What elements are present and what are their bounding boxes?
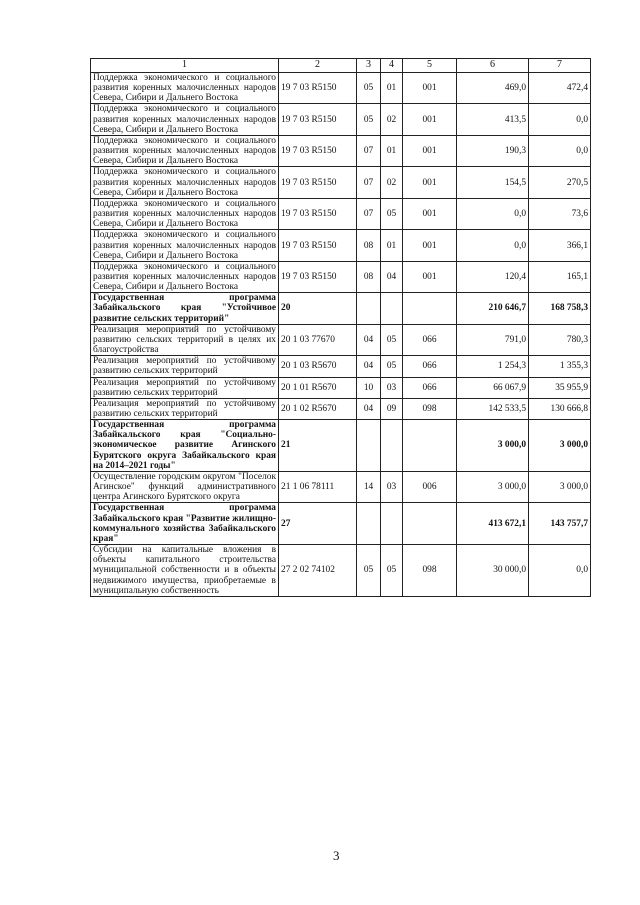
item-name-cell: Поддержка экономического и социального развития коренных малочисленных народов Севера, Сибири и Дальнего Востока <box>91 167 279 198</box>
item-name-cell: Поддержка экономического и социального развития коренных малочисленных народов Севера, Сибири и Дальнего Востока <box>91 230 279 261</box>
amount-year2-cell: 168 758,3 <box>529 293 591 324</box>
subsection-cell: 01 <box>381 73 403 104</box>
item-name-cell: Осуществление городским округом "Поселок Агинское" функций административного центра Агинского Бурятского округа <box>91 471 279 502</box>
section-cell: 05 <box>357 545 381 597</box>
expense-type-cell: 066 <box>403 356 457 377</box>
section-cell: 10 <box>357 377 381 398</box>
section-cell: 04 <box>357 356 381 377</box>
amount-year1-cell: 66 067,9 <box>457 377 529 398</box>
target-code-cell: 19 7 03 R5150 <box>279 135 357 166</box>
table-row <box>91 398 591 419</box>
table-row <box>91 73 591 104</box>
amount-year1-cell: 413 672,1 <box>457 503 529 545</box>
amount-year1-cell: 469,0 <box>457 73 529 104</box>
amount-year2-cell: 35 955,9 <box>529 377 591 398</box>
table-row <box>91 167 591 198</box>
item-name-cell: Государственная программа Забайкальского края "Устойчивое развитие сельских территорий" <box>91 293 279 324</box>
subsection-cell: 02 <box>381 167 403 198</box>
subsection-cell: 02 <box>381 104 403 135</box>
budget-table <box>90 58 591 597</box>
amount-year1-cell: 791,0 <box>457 324 529 355</box>
expense-type-cell <box>403 503 457 545</box>
page-number: 3 <box>333 848 340 863</box>
item-name-cell: Государственная программа Забайкальского края "Социально-экономическое развитие Агинского Бурятского округа Забайкальского края на 2014–2021 годы" <box>91 420 279 472</box>
amount-year1-cell: 154,5 <box>457 167 529 198</box>
section-cell: 14 <box>357 471 381 502</box>
subsection-cell: 01 <box>381 230 403 261</box>
item-name-cell: Государственная программа Забайкальского края "Развитие жилищно-коммунального хозяйства Забайкальского края" <box>91 503 279 545</box>
subsection-cell: 01 <box>381 135 403 166</box>
table-body <box>91 73 591 597</box>
table-row <box>91 104 591 135</box>
expense-type-cell: 001 <box>403 230 457 261</box>
amount-year1-cell: 30 000,0 <box>457 545 529 597</box>
amount-year2-cell: 780,3 <box>529 324 591 355</box>
item-name-cell: Реализация мероприятий по устойчивому развитию сельских территорий <box>91 377 279 398</box>
section-cell: 08 <box>357 261 381 292</box>
column-header: 2 <box>279 59 357 73</box>
section-cell: 04 <box>357 398 381 419</box>
target-code-cell: 19 7 03 R5150 <box>279 261 357 292</box>
expense-type-cell: 066 <box>403 324 457 355</box>
table-row <box>91 198 591 229</box>
table-row <box>91 545 591 597</box>
section-cell <box>357 420 381 472</box>
section-cell <box>357 293 381 324</box>
amount-year1-cell: 1 254,3 <box>457 356 529 377</box>
amount-year2-cell: 472,4 <box>529 73 591 104</box>
expense-type-cell: 098 <box>403 545 457 597</box>
table-row <box>91 471 591 502</box>
program-row <box>91 420 591 472</box>
item-name-cell: Реализация мероприятий по устойчивому развитию сельских территорий в целях их благоустройства <box>91 324 279 355</box>
item-name-cell: Поддержка экономического и социального развития коренных малочисленных народов Севера, Сибири и Дальнего Востока <box>91 73 279 104</box>
amount-year1-cell: 142 533,5 <box>457 398 529 419</box>
item-name-cell: Поддержка экономического и социального развития коренных малочисленных народов Севера, Сибири и Дальнего Востока <box>91 198 279 229</box>
subsection-cell <box>381 293 403 324</box>
table-header-row <box>91 59 591 73</box>
expense-type-cell: 006 <box>403 471 457 502</box>
item-name-cell: Поддержка экономического и социального развития коренных малочисленных народов Севера, Сибири и Дальнего Востока <box>91 261 279 292</box>
target-code-cell: 19 7 03 R5150 <box>279 167 357 198</box>
target-code-cell: 19 7 03 R5150 <box>279 73 357 104</box>
subsection-cell: 05 <box>381 545 403 597</box>
target-code-cell: 27 <box>279 503 357 545</box>
item-name-cell: Реализация мероприятий по устойчивому развитию сельских территорий <box>91 398 279 419</box>
column-header: 5 <box>403 59 457 73</box>
amount-year1-cell: 210 646,7 <box>457 293 529 324</box>
target-code-cell: 19 7 03 R5150 <box>279 198 357 229</box>
subsection-cell: 03 <box>381 377 403 398</box>
amount-year1-cell: 3 000,0 <box>457 420 529 472</box>
subsection-cell: 05 <box>381 198 403 229</box>
target-code-cell: 19 7 03 R5150 <box>279 230 357 261</box>
column-header: 6 <box>457 59 529 73</box>
amount-year2-cell: 3 000,0 <box>529 420 591 472</box>
amount-year2-cell: 0,0 <box>529 545 591 597</box>
table-row <box>91 261 591 292</box>
item-name-cell: Субсидии на капитальные вложения в объекты капитального строительства муниципальной собственности и в объекты недвижимого имущества, приобретаемые в муниципальную собственность <box>91 545 279 597</box>
expense-type-cell: 098 <box>403 398 457 419</box>
target-code-cell: 21 1 06 78111 <box>279 471 357 502</box>
section-cell: 05 <box>357 73 381 104</box>
section-cell: 07 <box>357 198 381 229</box>
amount-year1-cell: 190,3 <box>457 135 529 166</box>
amount-year2-cell: 3 000,0 <box>529 471 591 502</box>
target-code-cell: 21 <box>279 420 357 472</box>
expense-type-cell: 001 <box>403 104 457 135</box>
expense-type-cell: 001 <box>403 198 457 229</box>
table-row <box>91 356 591 377</box>
amount-year2-cell: 130 666,8 <box>529 398 591 419</box>
expense-type-cell: 066 <box>403 377 457 398</box>
target-code-cell: 19 7 03 R5150 <box>279 104 357 135</box>
column-header: 7 <box>529 59 591 73</box>
table-row <box>91 135 591 166</box>
amount-year2-cell: 143 757,7 <box>529 503 591 545</box>
amount-year2-cell: 1 355,3 <box>529 356 591 377</box>
amount-year2-cell: 270,5 <box>529 167 591 198</box>
subsection-cell: 09 <box>381 398 403 419</box>
column-header: 1 <box>91 59 279 73</box>
item-name-cell: Поддержка экономического и социального развития коренных малочисленных народов Севера, Сибири и Дальнего Востока <box>91 104 279 135</box>
amount-year2-cell: 165,1 <box>529 261 591 292</box>
subsection-cell: 05 <box>381 356 403 377</box>
amount-year2-cell: 0,0 <box>529 135 591 166</box>
expense-type-cell: 001 <box>403 73 457 104</box>
target-code-cell: 20 1 03 77670 <box>279 324 357 355</box>
amount-year1-cell: 0,0 <box>457 198 529 229</box>
column-header: 4 <box>381 59 403 73</box>
target-code-cell: 20 1 02 R5670 <box>279 398 357 419</box>
expense-type-cell: 001 <box>403 135 457 166</box>
amount-year1-cell: 3 000,0 <box>457 471 529 502</box>
section-cell: 08 <box>357 230 381 261</box>
item-name-cell: Поддержка экономического и социального развития коренных малочисленных народов Севера, Сибири и Дальнего Востока <box>91 135 279 166</box>
target-code-cell: 20 <box>279 293 357 324</box>
subsection-cell: 03 <box>381 471 403 502</box>
column-header: 3 <box>357 59 381 73</box>
section-cell: 04 <box>357 324 381 355</box>
table-row <box>91 230 591 261</box>
target-code-cell: 27 2 02 74102 <box>279 545 357 597</box>
item-name-cell: Реализация мероприятий по устойчивому развитию сельских территорий <box>91 356 279 377</box>
table-row <box>91 324 591 355</box>
subsection-cell <box>381 503 403 545</box>
section-cell: 07 <box>357 135 381 166</box>
section-cell <box>357 503 381 545</box>
amount-year1-cell: 120,4 <box>457 261 529 292</box>
amount-year1-cell: 0,0 <box>457 230 529 261</box>
expense-type-cell: 001 <box>403 167 457 198</box>
expense-type-cell <box>403 293 457 324</box>
expense-type-cell: 001 <box>403 261 457 292</box>
expense-type-cell <box>403 420 457 472</box>
subsection-cell <box>381 420 403 472</box>
section-cell: 05 <box>357 104 381 135</box>
amount-year2-cell: 73,6 <box>529 198 591 229</box>
program-row <box>91 503 591 545</box>
amount-year2-cell: 366,1 <box>529 230 591 261</box>
amount-year1-cell: 413,5 <box>457 104 529 135</box>
section-cell: 07 <box>357 167 381 198</box>
amount-year2-cell: 0,0 <box>529 104 591 135</box>
target-code-cell: 20 1 03 R5670 <box>279 356 357 377</box>
subsection-cell: 04 <box>381 261 403 292</box>
table-row <box>91 377 591 398</box>
program-row <box>91 293 591 324</box>
subsection-cell: 05 <box>381 324 403 355</box>
target-code-cell: 20 1 01 R5670 <box>279 377 357 398</box>
